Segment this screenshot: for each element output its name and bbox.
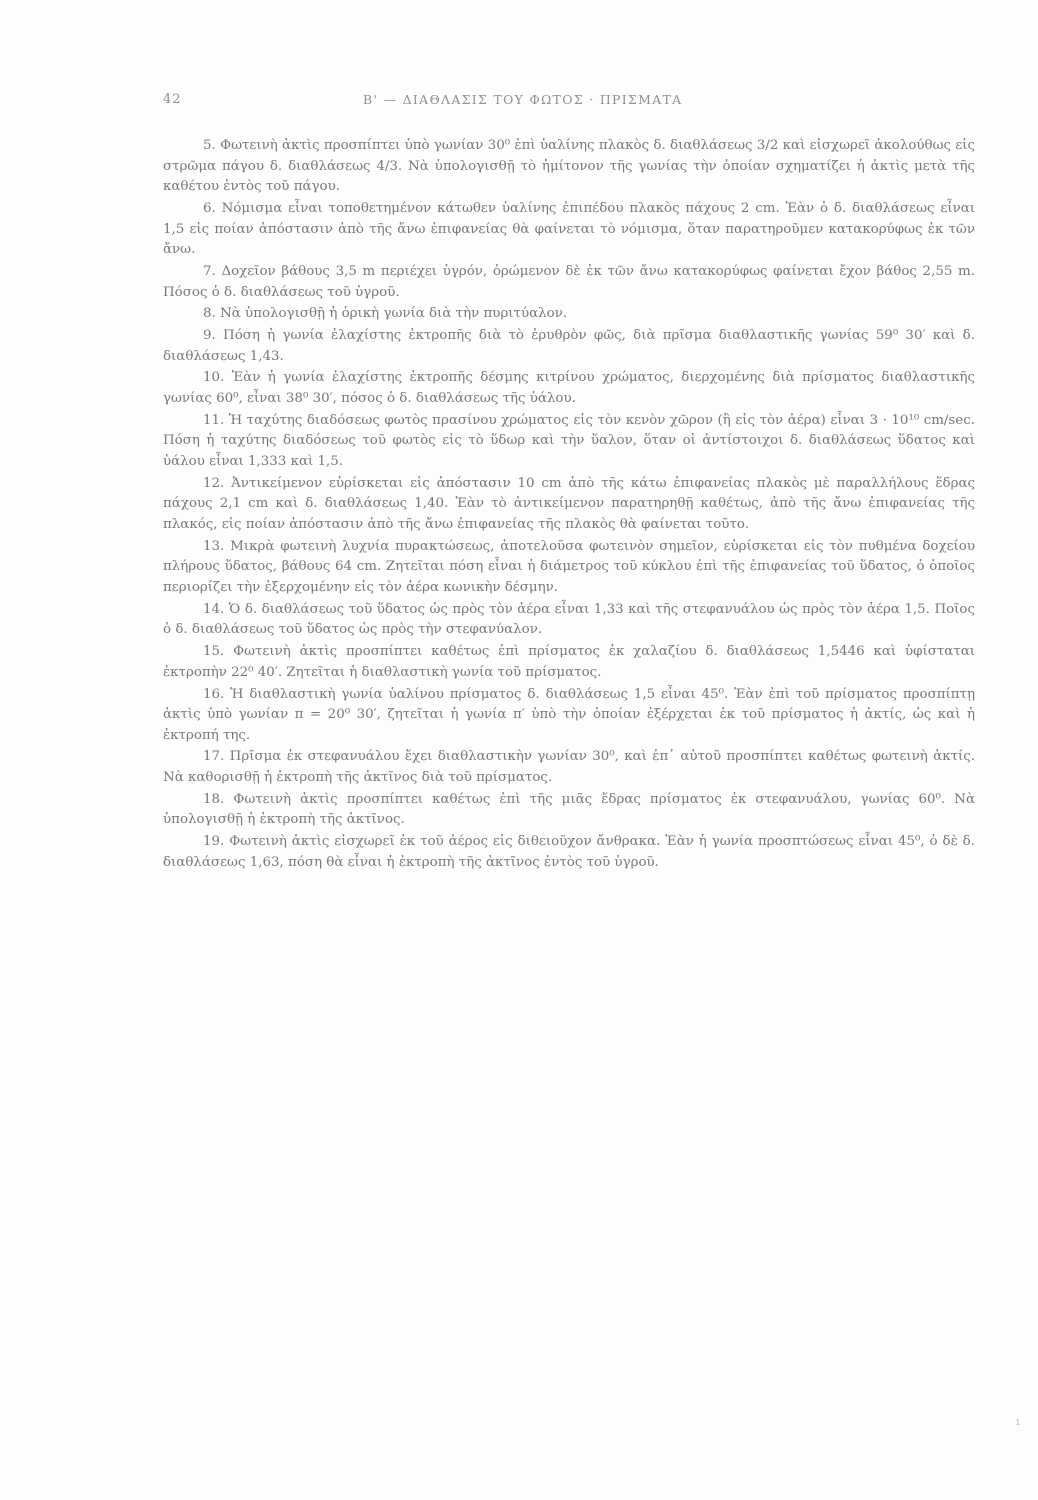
problem-19: 19. Φωτεινὴ ἀκτὶς εἰσχωρεῖ ἐκ τοῦ ἀέρος εἰς διθειοῦχον ἄνθρακα. Ἐὰν ἡ γωνία προσπτώσεως εἶναι 45⁰, ὁ δὲ δ. διαθλάσεως 1,63, πόση θὰ εἶναι ἡ ἐκτροπὴ τῆς ἀκτῖνος ἐντὸς τοῦ ὑγροῦ.	[163, 834, 975, 870]
problem-15: 15. Φωτεινὴ ἀκτὶς προσπίπτει καθέτως ἐπὶ πρίσματος ἐκ χαλαζίου δ. διαθλάσεως 1,5446 καὶ ὑφίσταται ἐκτροπὴν 22⁰ 40′. Ζητεῖται ἡ διαθλαστικὴ γωνία τοῦ πρίσματος.	[163, 644, 975, 680]
problem-13: 13. Μικρὰ φωτεινὴ λυχνία πυρακτώσεως, ἀποτελοῦσα φωτεινὸν σημεῖον, εὑρίσκεται εἰς τὸν πυθμένα δοχείου πλήρους ὕδατος, βάθους 64 cm. Ζητεῖται πόση εἶναι ἡ διάμετρος τοῦ κύκλου ἐπὶ τῆς ἐπιφανείας τοῦ ὕδατος, ὁ ὁποῖος περιορίζει τὴν ἐξερχομένην εἰς τὸν ἀέρα κωνικὴν δέσμην.	[163, 538, 975, 595]
problem-14: 14. Ὁ δ. διαθλάσεως τοῦ ὕδατος ὡς πρὸς τὸν ἀέρα εἶναι 1,33 καὶ τῆς στεφανυάλου ὡς πρὸς τὸν ἀέρα 1,5. Ποῖος ὁ δ. διαθλάσεως τοῦ ὕδατος ὡς πρὸς τὴν στεφανύαλον.	[163, 601, 975, 638]
problem-10: 10. Ἐὰν ἡ γωνία ἐλαχίστης ἐκτροπῆς δέσμης κιτρίνου χρώματος, διερχομένης διὰ πρίσματος διαθλαστικῆς γωνίας 60⁰, εἶναι 38⁰ 30′, πόσος ὁ δ. διαθλάσεως τῆς ὑάλου.	[163, 370, 975, 407]
problem-5: 5. Φωτεινὴ ἀκτὶς προσπίπτει ὑπὸ γωνίαν 30⁰ ἐπὶ ὑαλίνης πλακὸς δ. διαθλάσεως 3/2 καὶ εἰσχωρεῖ ἀκολούθως εἰς στρῶμα πάγου δ. διαθλάσεως 4/3. Νὰ ὑπολογισθῇ τὸ ἡμίτονον τῆς γωνίας τὴν ὁποίαν σχηματίζει ἡ ἀκτὶς μετὰ τῆς καθέτου ἐντὸς τοῦ πάγου.	[163, 138, 975, 195]
page-header	[163, 92, 975, 118]
problem-18: 18. Φωτεινὴ ἀκτὶς προσπίπτει καθέτως ἐπὶ τῆς μιᾶς ἕδρας πρίσματος ἐκ στεφανυάλου, γωνίας 60⁰. Νὰ ὑπολογισθῇ ἡ ἐκτροπὴ τῆς ἀκτῖνος.	[163, 791, 975, 828]
problem-6: 6. Νόμισμα εἶναι τοποθετημένον κάτωθεν ὑαλίνης ἐπιπέδου πλακὸς πάχους 2 cm. Ἐὰν ὁ δ. διαθλάσεως εἶναι 1,5 εἰς ποίαν ἀπόστασιν ἀπὸ τῆς ἄνω ἐπιφανείας θὰ φαίνεται τὸ νόμισμα, ὅταν παρατηροῦμεν κατακορύφως ἐκ τῶν ἄνω.	[163, 200, 975, 258]
problem-11: 11. Ἡ ταχύτης διαδόσεως φωτὸς πρασίνου χρώματος εἰς τὸν κενὸν χῶρον (ἢ εἰς τὸν ἀέρα) εἶναι 3 · 10¹⁰ cm/sec. Πόση ἡ ταχύτης διαδόσεως τοῦ φωτὸς εἰς τὸ ὕδωρ καὶ τὴν ὕαλον, ὅταν οἱ ἀντίστοιχοι δ. διαθλάσεως ὕδατος καὶ ὑάλου εἶναι 1,333 καὶ 1,5.	[163, 412, 975, 470]
problem-9: 9. Πόση ἡ γωνία ἐλαχίστης ἐκτροπῆς διὰ τὸ ἐρυθρὸν φῶς, διὰ πρῖσμα διαθλαστικῆς γωνίας 59⁰ 30′ καὶ δ. διαθλάσεως 1,43.	[163, 328, 975, 364]
problem-8: 8. Νὰ ὑπολογισθῇ ἡ ὁρικὴ γωνία διὰ τὴν πυριτύαλον.	[203, 306, 568, 322]
problem-list	[163, 136, 975, 875]
problem-12: 12. Ἀντικείμενον εὑρίσκεται εἰς ἀπόστασιν 10 cm ἀπὸ τῆς κάτω ἐπιφανείας πλακὸς μὲ παραλλήλους ἕδρας πάχους 2,1 cm καὶ δ. διαθλάσεως 1,40. Ἐὰν τὸ ἀντικείμενον παρατηρηθῇ καθέτως, ἀπὸ τῆς ἄνω ἐπιφανείας τῆς πλακός, εἰς ποίαν ἀπόστασιν ἀπὸ τῆς ἄνω ἐπιφανείας τῆς πλακὸς θὰ φαίνεται τοῦτο.	[163, 475, 975, 532]
running-title: Β' — ΔΙΑΘΛΑΣΙΣ ΤΟΥ ΦΩΤΟΣ · ΠΡΙΣΜΑΤΑ	[363, 92, 683, 107]
problem-17: 17. Πρῖσμα ἐκ στεφανυάλου ἔχει διαθλαστικὴν γωνίαν 30⁰, καὶ ἐπ᾿ αὐτοῦ προσπίπτει καθέτως φωτεινὴ ἀκτίς. Νὰ καθορισθῇ ἡ ἐκτροπὴ τῆς ἀκτῖνος διὰ τοῦ πρίσματος.	[163, 749, 975, 786]
problem-7: 7. Δοχεῖον βάθους 3,5 m περιέχει ὑγρόν, ὁρώμενον δὲ ἐκ τῶν ἄνω κατακορύφως φαίνεται ἔχον βάθος 2,55 m. Πόσος ὁ δ. διαθλάσεως τοῦ ὑγροῦ.	[163, 263, 975, 300]
problem-16: 16. Ἡ διαθλαστικὴ γωνία ὑαλίνου πρίσματος δ. διαθλάσεως 1,5 εἶναι 45⁰. Ἐὰν ἐπὶ τοῦ πρίσματος προσπίπτῃ ἀκτὶς ὑπὸ γωνίαν π = 20⁰ 30′, ζητεῖται ἡ γωνία π′ ὑπὸ τὴν ὁποίαν ἐξέρχεται ἐκ τοῦ πρίσματος ἡ ἀκτίς, ὡς καὶ ἡ ἐκτροπή της.	[163, 686, 975, 743]
page-number: 42	[163, 92, 182, 107]
margin-mark: ı	[1016, 1415, 1020, 1428]
